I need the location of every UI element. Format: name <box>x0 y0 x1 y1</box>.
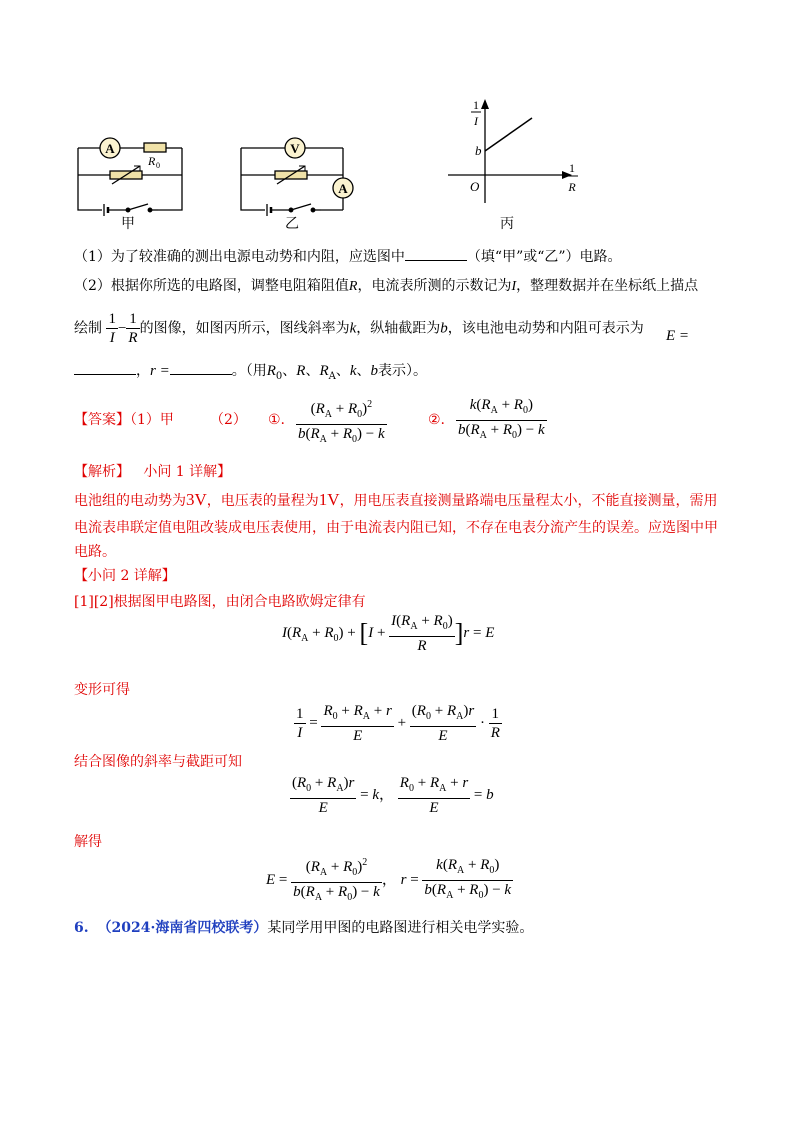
circuit-jia <box>70 128 190 228</box>
question-2-line3: ，r = 。（用$R_0$、R、$R_A$、k、b表示）。 <box>74 360 427 387</box>
figure-label-yi: 乙 <box>285 216 299 232</box>
analysis-para3: 变形可得 <box>74 682 130 698</box>
analysis-para1-line1: 电池组的电动势为3V，电压表的量程为1V，用电压表直接测量路端电压量程太小，不能直接测量，需用 <box>74 490 718 509</box>
answer-circle1: ①. <box>268 412 286 428</box>
equation-solution: E = $\frac{(R_A + R_0)^2}{b(R_A + R_0) - k}$ ， r = $\frac{k(R_A + R_0)}{b(R_A + R_0) - k}$ <box>266 854 513 907</box>
answer-circle2: ②. <box>428 412 446 428</box>
graph-intercept-b: b <box>475 143 482 158</box>
analysis-para1-line2: 电流表串联定值电阻改装成电压表使用，由于电流表内阻已知，不存在电表分流产生的误差。应选图中甲 <box>74 520 718 536</box>
analysis-label: 【解析】 小问 1 详解】 <box>74 464 232 480</box>
figure-label-bing: 丙 <box>500 216 514 232</box>
figure-label-jia: 甲 <box>121 216 135 232</box>
analysis-para5: 解得 <box>74 834 102 850</box>
equation-transform: $\frac{1}{I}$ = $\frac{R_0 + R_A + r}{E}$ + $\frac{(R_0 + R_A)r}{E}$ · $\frac{1}{R}$ <box>296 703 500 744</box>
r0-label: R <box>148 154 156 168</box>
answer-formula-r: $\frac{k(R_A + R_0)}{b(R_A + R_0) - k}$ <box>458 397 545 441</box>
circuit-yi <box>233 128 358 228</box>
r0-sub: 0 <box>156 161 160 170</box>
question-1: （1）为了较准确的测出电源电动势和内阻，应选图中 （填“甲”或“乙”）电路。 <box>74 246 622 267</box>
equation-ohm: $I(R_A + R_0) + [I$ + $\frac{I(R_A + R_0)}{R}$ ]r = E <box>282 613 495 654</box>
graph-y-den: I <box>474 114 478 128</box>
graph-x-num: 1 <box>569 161 575 175</box>
equation-slope-intercept: $\frac{(R_0 + R_A)r}{E}$ = k， $\frac{R_0 + R_A + r}{E}$ = b <box>292 775 494 816</box>
analysis-para4: 结合图像的斜率与截距可知 <box>74 754 242 770</box>
analysis-para1-line3: 电路。 <box>74 544 116 560</box>
graph-origin: O <box>470 179 480 194</box>
ammeter-symbol-yi: A <box>338 181 348 196</box>
answer-formula-E: $\frac{(R_A + R_0)^2}{b(R_A + R_0) - k}$ <box>296 396 387 449</box>
analysis-para2: [1][2]根据图甲电路图，由闭合电路欧姆定律有 <box>74 594 366 610</box>
question-2-line2: 绘制 $\frac{1}{I}$ − $\frac{1}{R}$ 的图像，如图丙所示，图线斜率为k，纵轴截距为b，该电池电动势和内阻可表示为 <box>74 311 644 346</box>
next-question: 6. （2024·海南省四校联考）某同学用甲图的电路图进行相关电学实验。 <box>74 920 534 936</box>
graph-x-den: R <box>568 180 576 194</box>
answer-label: 【答案】（1）甲 <box>74 412 174 428</box>
voltmeter-symbol: V <box>290 141 300 156</box>
analysis-sub2: 【小问 2 详解】 <box>74 568 176 584</box>
ammeter-symbol: A <box>105 141 115 156</box>
question-2-line1: （2）根据你所选的电路图，调整电阻箱阻值R，电流表所测的示数记为I，整理数据并在坐标纸上描点 <box>74 278 699 294</box>
question-2-E: E = <box>666 328 690 344</box>
graph-bing <box>448 95 588 210</box>
answer-part2: （2） <box>210 412 247 428</box>
graph-y-num: 1 <box>473 98 479 112</box>
